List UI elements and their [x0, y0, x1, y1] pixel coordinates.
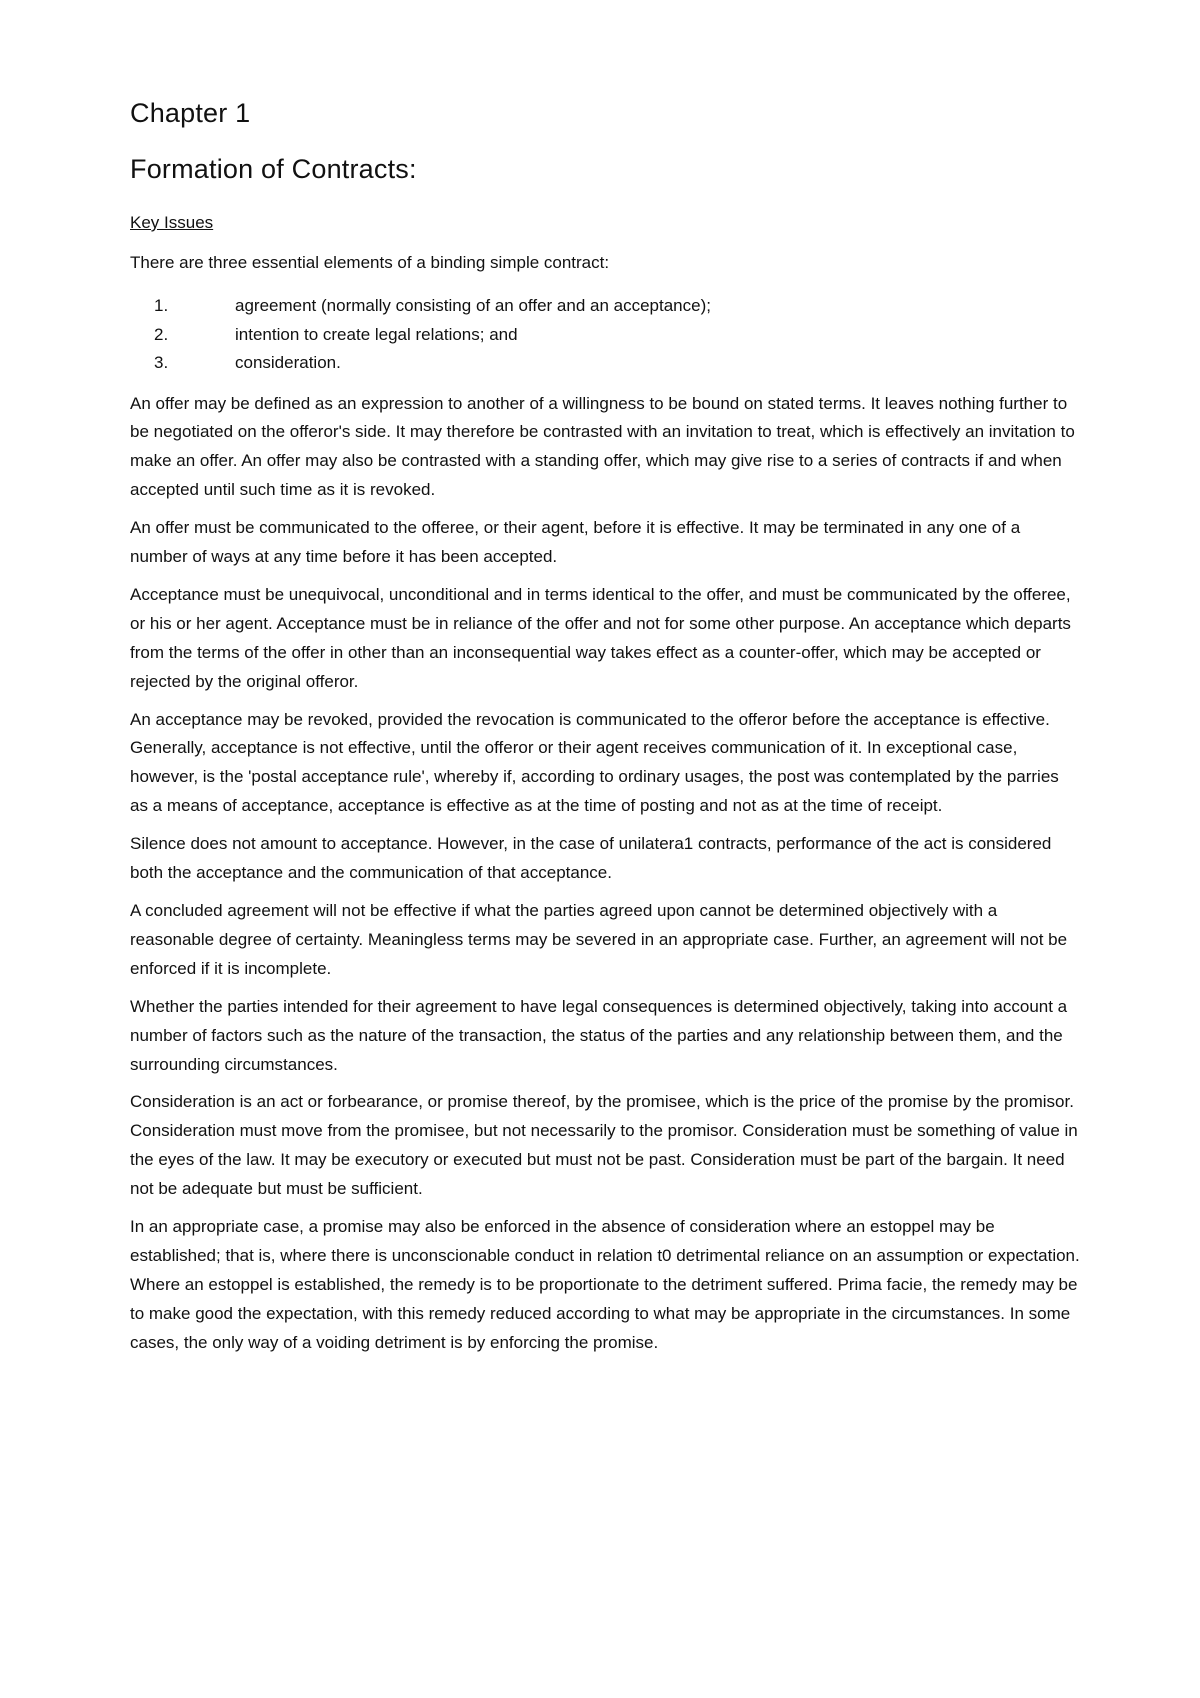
paragraph-revocation: An acceptance may be revoked, provided the revocation is communicated to the offeror before the acceptance is effective. Generally, acceptance is not effective, until the offeror or their agent receives communication of it. In exceptional case, however, is the 'postal acceptance rule', whereby if, according to ordinary usages, the post was contemplated by the parries as a means of acceptance, acceptance is effective as at the time of posting and not as at the time of receipt. — [130, 709, 1059, 816]
essential-elements-list — [130, 292, 1080, 378]
paragraph-offer-definition: An offer may be defined as an expression to another of a willingness to be bound on stated terms. It leaves nothing further to be negotiated on the offeror's side. It may therefore be contrasted with an invitation to treat, which is effectively an invitation to make an offer. An offer may also be contrasted with a standing offer, which may give rise to a series of contracts if and when accepted until such time as it is revoked. — [130, 393, 1075, 500]
document-page — [130, 96, 1080, 1358]
paragraph-acceptance: Acceptance must be unequivocal, unconditional and in terms identical to the offer, and must be communicated by the offeree, or his or her agent. Acceptance must be in reliance of the offer and not for some other purpose. An acceptance which departs from the terms of the offer in other than an inconsequential way takes effect as a counter-offer, which may be accepted or rejected by the original offeror. — [130, 584, 1071, 691]
paragraph-estoppel: In an appropriate case, a promise may also be enforced in the absence of consideration where an estoppel may be established; that is, where there is unconscionable conduct in relation t0 detrimental reliance on an assumption or expectation. Where an estoppel is established, the remedy is to be proportionate to the detriment suffered. Prima facie, the remedy may be to make good the expectation, with this remedy reduced according to what may be appropriate in the circumstances. In some cases, the only way of a voiding detriment is by enforcing the promise. — [130, 1217, 1080, 1352]
paragraph-consideration: Consideration is an act or forbearance, or promise thereof, by the promisee, which is the price of the promise by the promisor. Consideration must move from the promisee, but not necessarily to the promisor. Consideration must be something of value in the eyes of the law. It may be executory or executed but must not be past. Consideration must be part of the bargain. It need not be adequate but must be sufficient. — [130, 1092, 1078, 1199]
paragraph-intention: Whether the parties intended for their agreement to have legal consequences is determined objectively, taking into account a number of factors such as the nature of the transaction, the status of the parties and any relationship between them, and the surrounding circumstances. — [130, 996, 1068, 1074]
chapter-heading: Chapter 1 — [130, 98, 251, 128]
paragraph-certainty: A concluded agreement will not be effective if what the parties agreed upon cannot be determined objectively with a reasonable degree of certainty. Meaningless terms may be severed in an appropriate case. Further, an agreement will not be enforced if it is incomplete. — [130, 901, 1068, 978]
list-item-number: 2. — [154, 324, 169, 344]
paragraph-offer-communication: An offer must be communicated to the offeree, or their agent, before it is effective. It may be terminated in any one of a number of ways at any time before it has been accepted. — [130, 518, 1021, 567]
list-item — [130, 349, 1080, 378]
key-issues-subheading: Key Issues — [130, 213, 214, 232]
list-item-text: intention to create legal relations; and — [235, 324, 518, 344]
list-item-text: consideration. — [235, 353, 341, 372]
intro-paragraph: There are three essential elements of a binding simple contract: — [130, 253, 610, 272]
body-text — [130, 390, 1080, 1358]
paragraph-silence: Silence does not amount to acceptance. However, in the case of unilatera1 contracts, performance of the act is considered both the acceptance and the communication of that acceptance. — [130, 834, 1052, 883]
list-item-number: 3. — [154, 353, 169, 372]
list-item-number: 1. — [154, 296, 169, 315]
list-item-text: agreement (normally consisting of an offer and an acceptance); — [235, 296, 711, 315]
list-item — [130, 321, 1080, 350]
list-item — [130, 292, 1080, 321]
chapter-title: Formation of Contracts: — [130, 154, 417, 184]
